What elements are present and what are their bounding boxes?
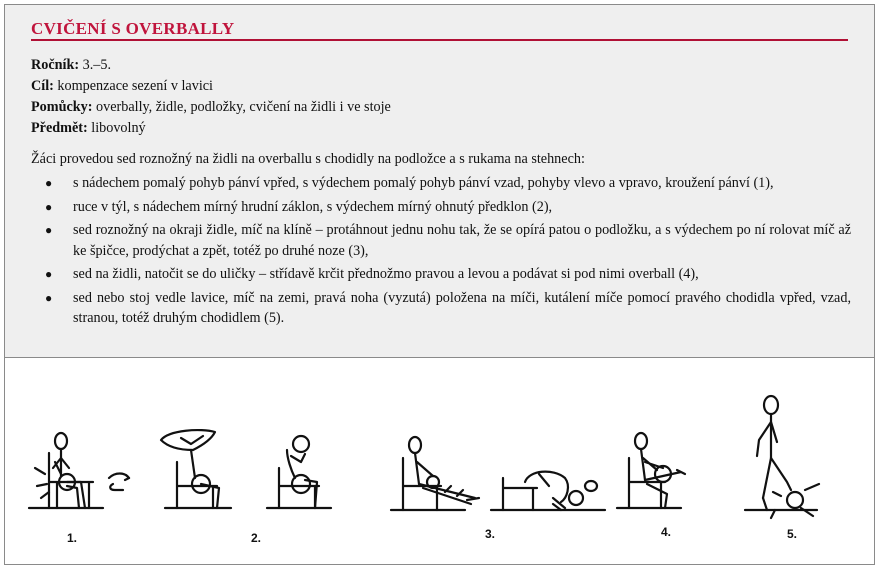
figure-1-drawing	[29, 433, 129, 508]
figure-4-drawing	[617, 433, 685, 508]
page-title: CVIČENÍ S OVERBALLY	[31, 19, 235, 38]
description-panel	[5, 5, 874, 358]
meta-pomucky: Pomůcky: overbally, židle, podložky, cvičení na židli i ve stoje	[31, 99, 391, 115]
figure-label-4: 4.	[661, 525, 672, 539]
figure-2b-drawing	[267, 436, 331, 508]
title-divider	[31, 39, 848, 41]
exercise-card	[4, 4, 875, 565]
list-item: ● sed nebo stoj vedle lavice, míč na zemi, pravá noha (vyzutá) položena na míči, kutálení míče pomocí pravého chodidla vpřed, vzad, stranou, totéž druhým chodidlem (5).	[45, 289, 851, 326]
bullet-icon: ●	[45, 290, 53, 305]
bullet-icon: ●	[45, 267, 53, 281]
intro-text: Žáci provedou sed roznožný na židli na overballu s chodidly na podložce a s rukama na stehnech:	[31, 151, 585, 167]
list-item: ● sed na židli, natočit se do uličky – střídavě krčit přednožmo pravou a levou a podávat si pod nimi overball (4),	[31, 264, 851, 285]
exercise-list	[31, 173, 851, 332]
figure-3a-drawing	[391, 437, 479, 510]
bullet-icon: ●	[45, 223, 53, 237]
exercise-illustration	[5, 358, 874, 564]
figure-2a-drawing	[161, 430, 231, 508]
figure-label-2: 2.	[251, 531, 262, 545]
figure-label-1: 1.	[67, 531, 78, 545]
figure-label-3: 3.	[485, 527, 496, 541]
figure-5-drawing	[745, 396, 819, 518]
illustration-panel	[5, 358, 874, 564]
meta-block	[31, 55, 391, 139]
figure-3b-drawing	[491, 472, 605, 510]
meta-rocnik: Ročník: 3.–5.	[31, 57, 112, 73]
meta-cil: Cíl: kompenzace sezení v lavici	[31, 78, 213, 94]
figure-label-5: 5.	[787, 527, 798, 541]
list-item: ● sed roznožný na okraji židle, míč na klíně – protáhnout jednu nohu tak, že se opírá patou o podložku, a s výdechem po ní rolovat míč až ke špičce, prodýchat a zpět, totéž po druhé noze (3),	[45, 222, 851, 259]
list-item: ● ruce v týl, s nádechem mírný hrudní záklon, s výdechem mírný ohnutý předklon (2),	[31, 197, 851, 218]
bullet-icon: ●	[45, 176, 53, 190]
meta-predmet: Předmět: libovolný	[31, 120, 146, 136]
list-item: ● s nádechem pomalý pohyb pánví vpřed, s výdechem pomalý pohyb pánví vzad, pohyby vlevo a vpravo, kroužení pánví (1),	[31, 173, 851, 194]
bullet-icon: ●	[45, 199, 53, 214]
